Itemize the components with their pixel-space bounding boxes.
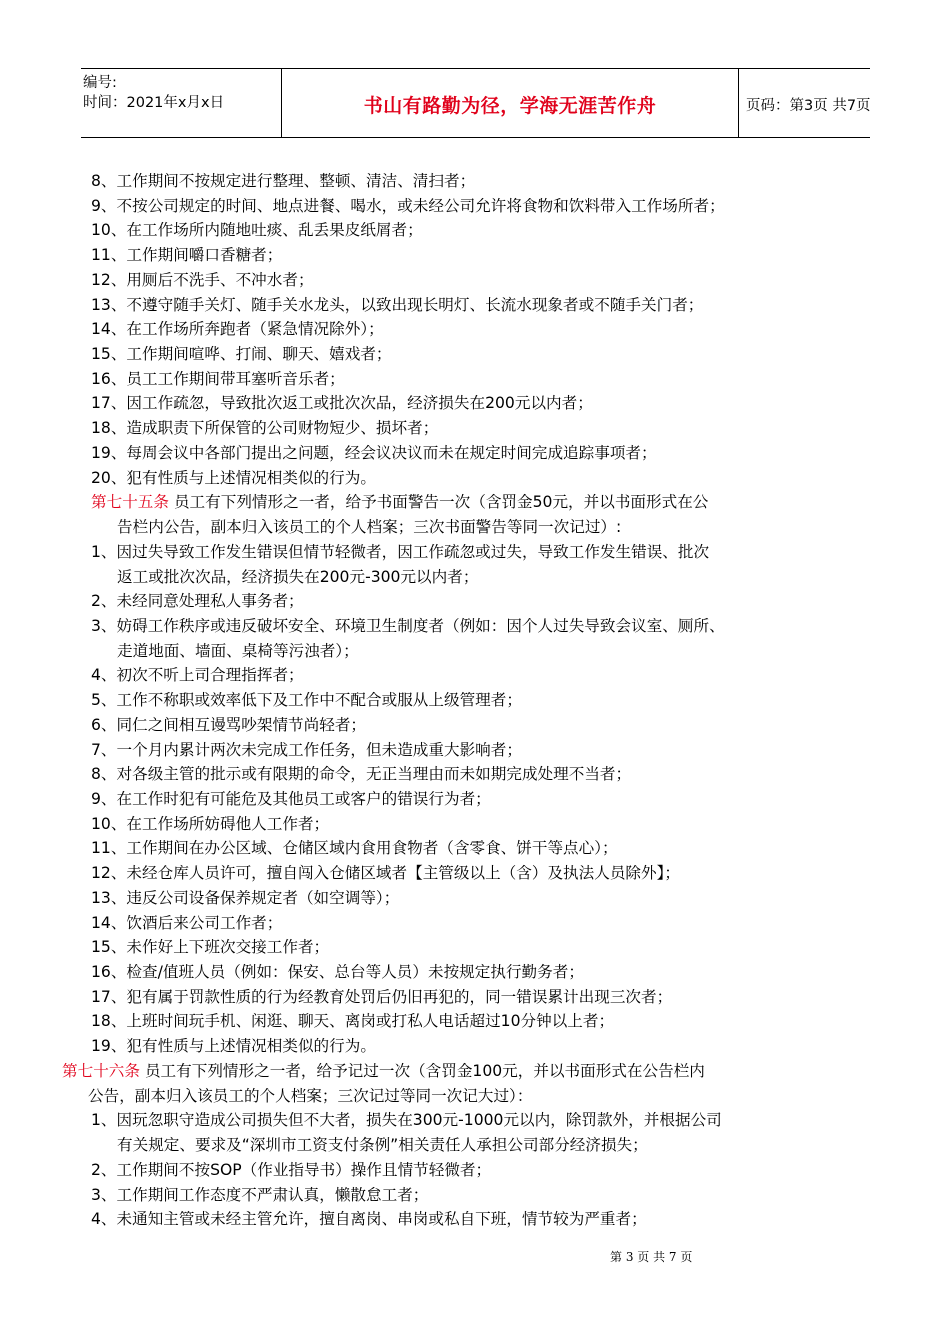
page-header <box>81 68 870 138</box>
article-number: 第七十五条 <box>91 493 169 511</box>
line-text: 15、未作好上下班次交接工作者； <box>91 938 330 956</box>
clause-line <box>91 591 304 611</box>
clause-line <box>91 196 725 216</box>
clause-line <box>91 1185 428 1205</box>
line-text: 16、员工工作期间带耳塞听音乐者； <box>91 370 345 388</box>
line-text: 公告，副本归入该员工的个人档案；三次记过等同一次记大过）： <box>88 1087 533 1105</box>
clause-line <box>91 937 329 957</box>
clause-line <box>91 1209 647 1229</box>
document-number-label: 编号: <box>83 75 117 91</box>
line-text: 11、工作期间嚼口香糖者； <box>91 246 283 264</box>
clause-line <box>91 838 618 858</box>
clause-line <box>91 418 438 438</box>
line-text: 2、工作期间不按SOP（作业指导书）操作且情节轻微者； <box>91 1161 492 1179</box>
clause-line <box>91 245 282 265</box>
clause-line <box>91 319 384 339</box>
line-text: 10、在工作场所内随地吐痰、乱丢果皮纸屑者； <box>91 221 423 239</box>
line-text: 走道地面、墙面、桌椅等污浊者）； <box>117 642 359 660</box>
line-text: 19、每周会议中各部门提出之问题，经会议决议而未在规定时间完成追踪事项者； <box>91 444 657 462</box>
clause-line <box>91 814 329 834</box>
line-text: 6、同仁之间相互谩骂吵架情节尚轻者； <box>91 716 367 734</box>
line-text: 4、未通知主管或未经主管允许，擅自离岗、串岗或私自下班，情节较为严重者； <box>91 1210 647 1228</box>
clause-line <box>91 764 631 784</box>
clause-line <box>91 220 423 240</box>
line-text: 13、不遵守随手关灯、随手关水龙头，以致出现长明灯、长流水现象者或不随手关门者； <box>91 296 704 314</box>
article-number: 第七十六条 <box>62 1062 140 1080</box>
clause-line <box>117 567 478 587</box>
clause-line <box>91 1036 376 1056</box>
line-text: 18、造成职责下所保管的公司财物短少、损坏者； <box>91 419 439 437</box>
clause-line <box>91 1011 614 1031</box>
line-text: 18、上班时间玩手机、闲逛、聊天、离岗或打私人电话超过10分钟以上者； <box>91 1012 615 1030</box>
line-text: 16、检查/值班人员（例如：保安、总台等人员）未按规定执行勤务者； <box>91 963 584 981</box>
clause-line <box>91 468 376 488</box>
line-text: 返工或批次次品，经济损失在200元-300元以内者； <box>117 568 479 586</box>
header-meta <box>81 69 281 137</box>
clause-line <box>91 962 584 982</box>
clause-line <box>91 616 725 636</box>
article-heading-line <box>62 1061 705 1081</box>
document-date-label: 时间：2021年x月x日 <box>83 95 225 111</box>
page-footer: 第 3 页 共 7 页 <box>610 1250 693 1264</box>
line-text: 11、工作期间在办公区域、仓储区域内食用食物者（含零食、饼干等点心）； <box>91 839 618 857</box>
line-text: 3、工作期间工作态度不严肃认真，懒散怠工者； <box>91 1186 429 1204</box>
line-text: 13、违反公司设备保养规定者（如空调等）； <box>91 889 400 907</box>
line-text: 20、犯有性质与上述情况相类似的行为。 <box>91 469 376 487</box>
clause-line <box>91 1160 491 1180</box>
clause-line <box>91 443 657 463</box>
line-text: 1、因过失导致工作发生错误但情节轻微者，因工作疏忽或过失，导致工作发生错误、批次 <box>91 543 710 561</box>
line-text: 2、未经同意处理私人事务者； <box>91 592 304 610</box>
clause-line <box>91 888 399 908</box>
line-text: 14、在工作场所奔跑者（紧急情况除外）； <box>91 320 384 338</box>
clause-line <box>91 270 314 290</box>
clause-line <box>91 863 680 883</box>
line-text: 9、不按公司规定的时间、地点进餐、喝水，或未经公司允许将食物和饮料带入工作场所者； <box>91 197 725 215</box>
line-text: 有关规定、要求及“深圳市工资支付条例”相关责任人承担公司部分经济损失； <box>117 1136 648 1154</box>
clause-line <box>91 1110 722 1130</box>
line-text: 15、工作期间喧哗、打闹、聊天、嬉戏者； <box>91 345 392 363</box>
clause-line <box>91 789 491 809</box>
line-text: 1、因玩忽职守造成公司损失但不大者，损失在300元-1000元以内，除罚款外，并根据公司 <box>91 1111 722 1129</box>
header-motto: 书山有路勤为径，学海无涯苦作舟 <box>363 95 657 117</box>
clause-line <box>91 393 593 413</box>
clause-line <box>91 987 672 1007</box>
clause-line <box>91 369 345 389</box>
line-text: 14、饮酒后来公司工作者； <box>91 914 283 932</box>
clause-line <box>91 171 475 191</box>
line-text: 17、犯有属于罚款性质的行为经教育处罚后仍旧再犯的，同一错误累计出现三次者； <box>91 988 673 1006</box>
clause-line <box>91 542 709 562</box>
line-text: 10、在工作场所妨碍他人工作者； <box>91 815 330 833</box>
clause-line <box>117 1135 648 1155</box>
line-text: 9、在工作时犯有可能危及其他员工或客户的错误行为者； <box>91 790 491 808</box>
clause-line <box>117 517 621 537</box>
clause-line <box>91 740 522 760</box>
clause-line <box>91 715 366 735</box>
line-text: 4、初次不听上司合理指挥者； <box>91 666 304 684</box>
line-text: 19、犯有性质与上述情况相类似的行为。 <box>91 1037 376 1055</box>
clause-line <box>88 1086 532 1106</box>
clause-line <box>91 690 522 710</box>
clause-line <box>91 295 703 315</box>
clause-line <box>91 913 282 933</box>
clause-line <box>91 665 304 685</box>
line-text: 员工有下列情形之一者，给予记过一次（含罚金100元，并以书面形式在公告栏内 <box>139 1062 705 1080</box>
clause-line <box>117 641 359 661</box>
clause-line <box>91 344 392 364</box>
line-text: 员工有下列情形之一者，给予书面警告一次（含罚金50元，并以书面形式在公 <box>168 493 709 511</box>
line-text: 12、未经仓库人员许可，擅自闯入仓储区域者【主管级以上（含）及执法人员除外】； <box>91 864 681 882</box>
line-text: 告栏内公告，副本归入该员工的个人档案；三次书面警告等同一次记过）: <box>117 518 622 536</box>
line-text: 8、工作期间不按规定进行整理、整顿、清洁、清扫者； <box>91 172 476 190</box>
header-page-cell <box>738 69 870 137</box>
article-heading-line <box>91 492 708 512</box>
line-text: 17、因工作疏忽，导致批次返工或批次次品，经济损失在200元以内者； <box>91 394 593 412</box>
line-text: 3、妨碍工作秩序或违反破坏安全、环境卫生制度者（例如：因个人过失导致会议室、厕所、 <box>91 617 725 635</box>
line-text: 5、工作不称职或效率低下及工作中不配合或服从上级管理者； <box>91 691 522 709</box>
line-text: 12、用厕后不洗手、不冲水者； <box>91 271 314 289</box>
header-page-info: 页码：第3页 共7页 <box>746 98 871 114</box>
header-motto-cell <box>281 69 739 137</box>
line-text: 8、对各级主管的批示或有限期的命令，无正当理由而未如期完成处理不当者； <box>91 765 632 783</box>
line-text: 7、一个月内累计两次未完成工作任务，但未造成重大影响者； <box>91 741 522 759</box>
